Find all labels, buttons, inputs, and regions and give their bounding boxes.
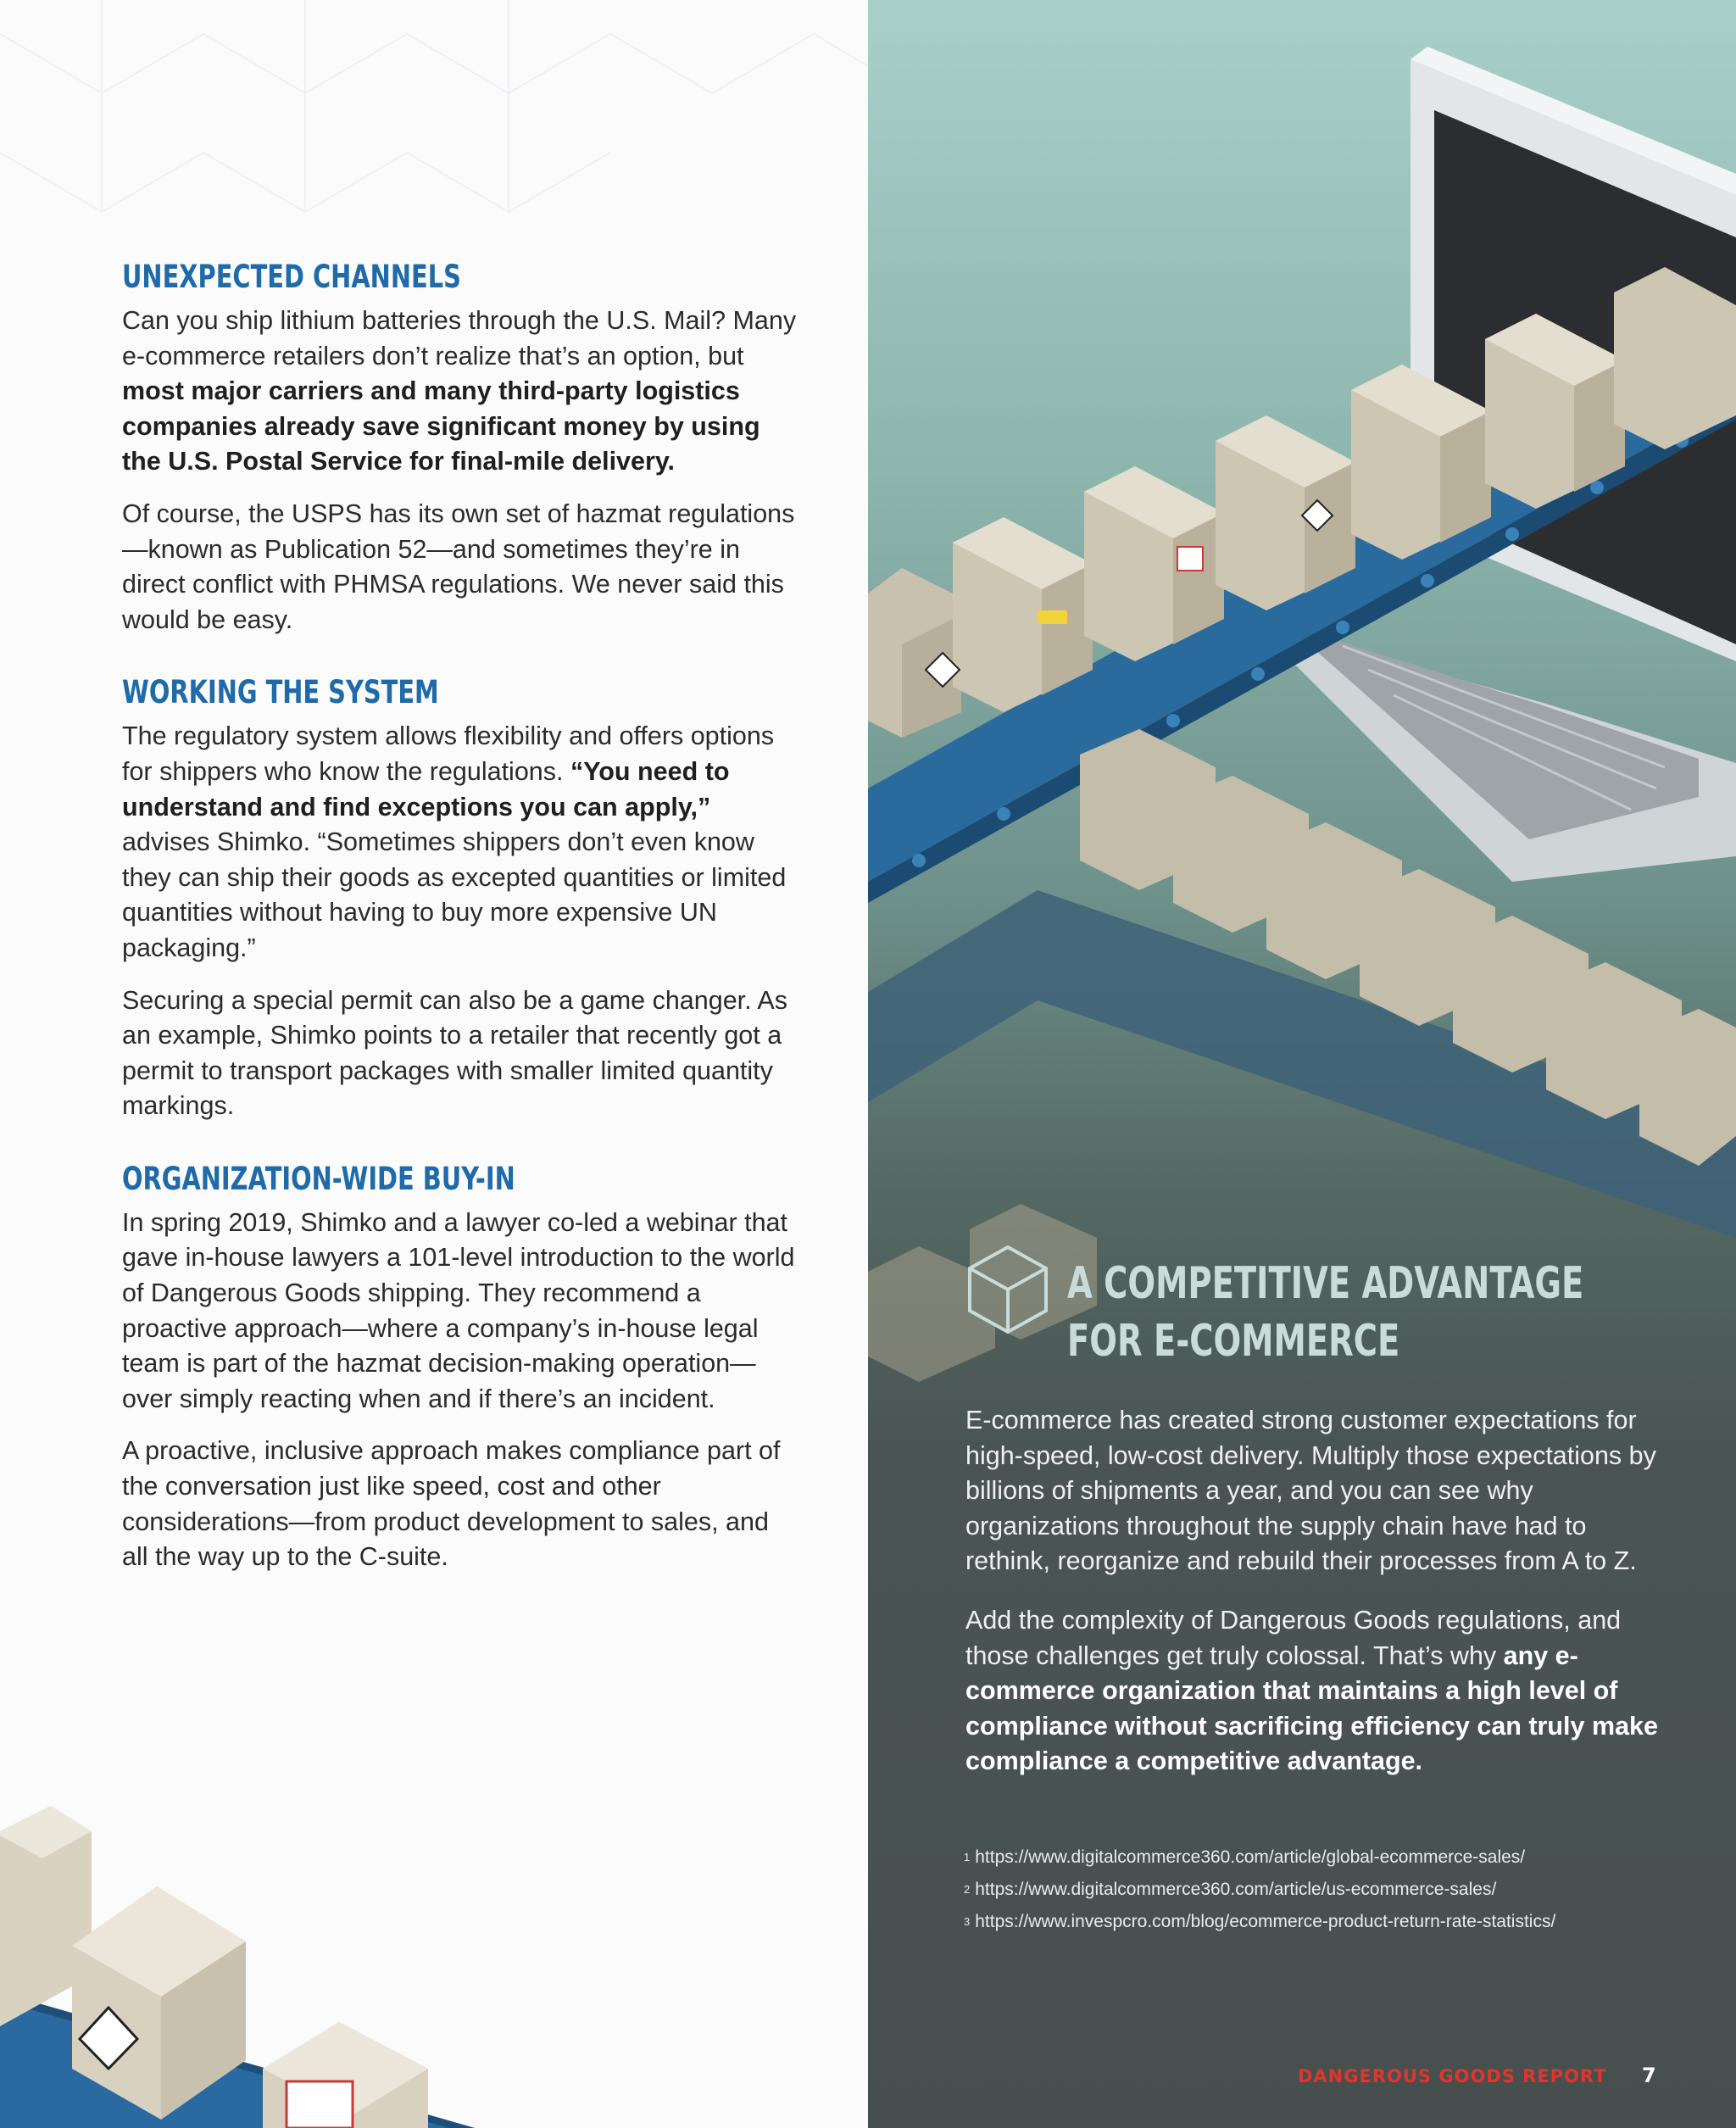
callout-body bbox=[965, 1403, 1678, 1803]
footer-report-title: DANGEROUS GOODS REPORT bbox=[1298, 2066, 1607, 2086]
footnote: $^3$ https://www.invespcro.com/blog/ecommerce-product-return-rate-statistics/ bbox=[964, 1912, 1556, 1931]
paragraph: Securing a special permit can also be a game changer. As an example, Shimko points to a retailer that recently got a permit to transport packages with smaller limited quantity markings. bbox=[122, 985, 787, 1121]
paragraph: The regulatory system allows flexibility and offers options for shippers who know the regulations. “You need to understand and find exceptions you can apply,” advises Shimko. “Sometimes shippers don’t even know they can ship their goods as excepted quantities or limited quantities without having to buy more expensive UN packaging.” bbox=[122, 721, 787, 962]
right-column bbox=[868, 0, 1736, 2128]
section-heading: WORKING THE SYSTEM bbox=[122, 674, 439, 711]
cube-icon bbox=[965, 1243, 1050, 1336]
paragraph: Can you ship lithium batteries through the U.S. Mail? Many e-commerce retailers don’t realize that’s an option, but most major carriers and many third-party logistics companies already save significant money by using the U.S. Postal Service for final-mile delivery. bbox=[122, 306, 797, 476]
section-organization-wide-buy-in bbox=[122, 1161, 800, 1575]
section-unexpected-channels bbox=[122, 259, 800, 638]
paragraph: Add the complexity of Dangerous Goods regulations, and those challenges get truly colossal. That’s why any e-commerce organization that maintains a high level of compliance without sacrificing efficiency can truly make compliance a competitive advantage. bbox=[965, 1605, 1658, 1776]
footnote-link[interactable]: https://www.digitalcommerce360.com/article/global-ecommerce-sales/ bbox=[975, 1847, 1526, 1867]
callout-title-line2: FOR E-COMMERCE bbox=[1067, 1316, 1400, 1367]
section-working-the-system bbox=[122, 674, 800, 1124]
computer-conveyor-illustration bbox=[868, 0, 1736, 2128]
footnotes bbox=[964, 1847, 1693, 1943]
paragraph: E-commerce has created strong customer expectations for high-speed, low-cost delivery. Multiply those expectations by billions of shipments a year, and you can see why organizations throughout the supply chain have had to rethink, reorganize and rebuild their processes from A to Z. bbox=[965, 1406, 1656, 1576]
callout-title bbox=[1067, 1255, 1632, 1370]
footnote-link[interactable]: https://www.invespcro.com/blog/ecommerce-product-return-rate-statistics/ bbox=[975, 1912, 1556, 1931]
callout-title-line1: A COMPETITIVE ADVANTAGE bbox=[1067, 1258, 1584, 1309]
paragraph: A proactive, inclusive approach makes compliance part of the conversation just like speed, cost and other considerations—from product development to sales, and all the way up to the C-suite. bbox=[122, 1436, 781, 1572]
footnote: $^1$ https://www.digitalcommerce360.com/article/global-ecommerce-sales/ bbox=[964, 1847, 1526, 1867]
page-number: 7 bbox=[1642, 2064, 1656, 2087]
article-body bbox=[122, 259, 800, 1612]
footnote: $^2$ https://www.digitalcommerce360.com/article/us-ecommerce-sales/ bbox=[964, 1880, 1497, 1899]
section-heading: UNEXPECTED CHANNELS bbox=[122, 259, 461, 295]
footnote-link[interactable]: https://www.digitalcommerce360.com/article/us-ecommerce-sales/ bbox=[975, 1880, 1497, 1899]
section-heading: ORGANIZATION-WIDE BUY-IN bbox=[122, 1160, 515, 1197]
paragraph: Of course, the USPS has its own set of hazmat regulations—known as Publication 52—and sometimes they’re in direct conflict with PHMSA regulations. We never said this would be easy. bbox=[122, 499, 795, 634]
paragraph: In spring 2019, Shimko and a lawyer co-led a webinar that gave in-house lawyers a 101-level introduction to the world of Dangerous Goods shipping. They recommend a proactive approach—where a company’s in-house legal team is part of the hazmat decision-making operation—over simply reacting when and if there’s an incident. bbox=[122, 1207, 795, 1413]
